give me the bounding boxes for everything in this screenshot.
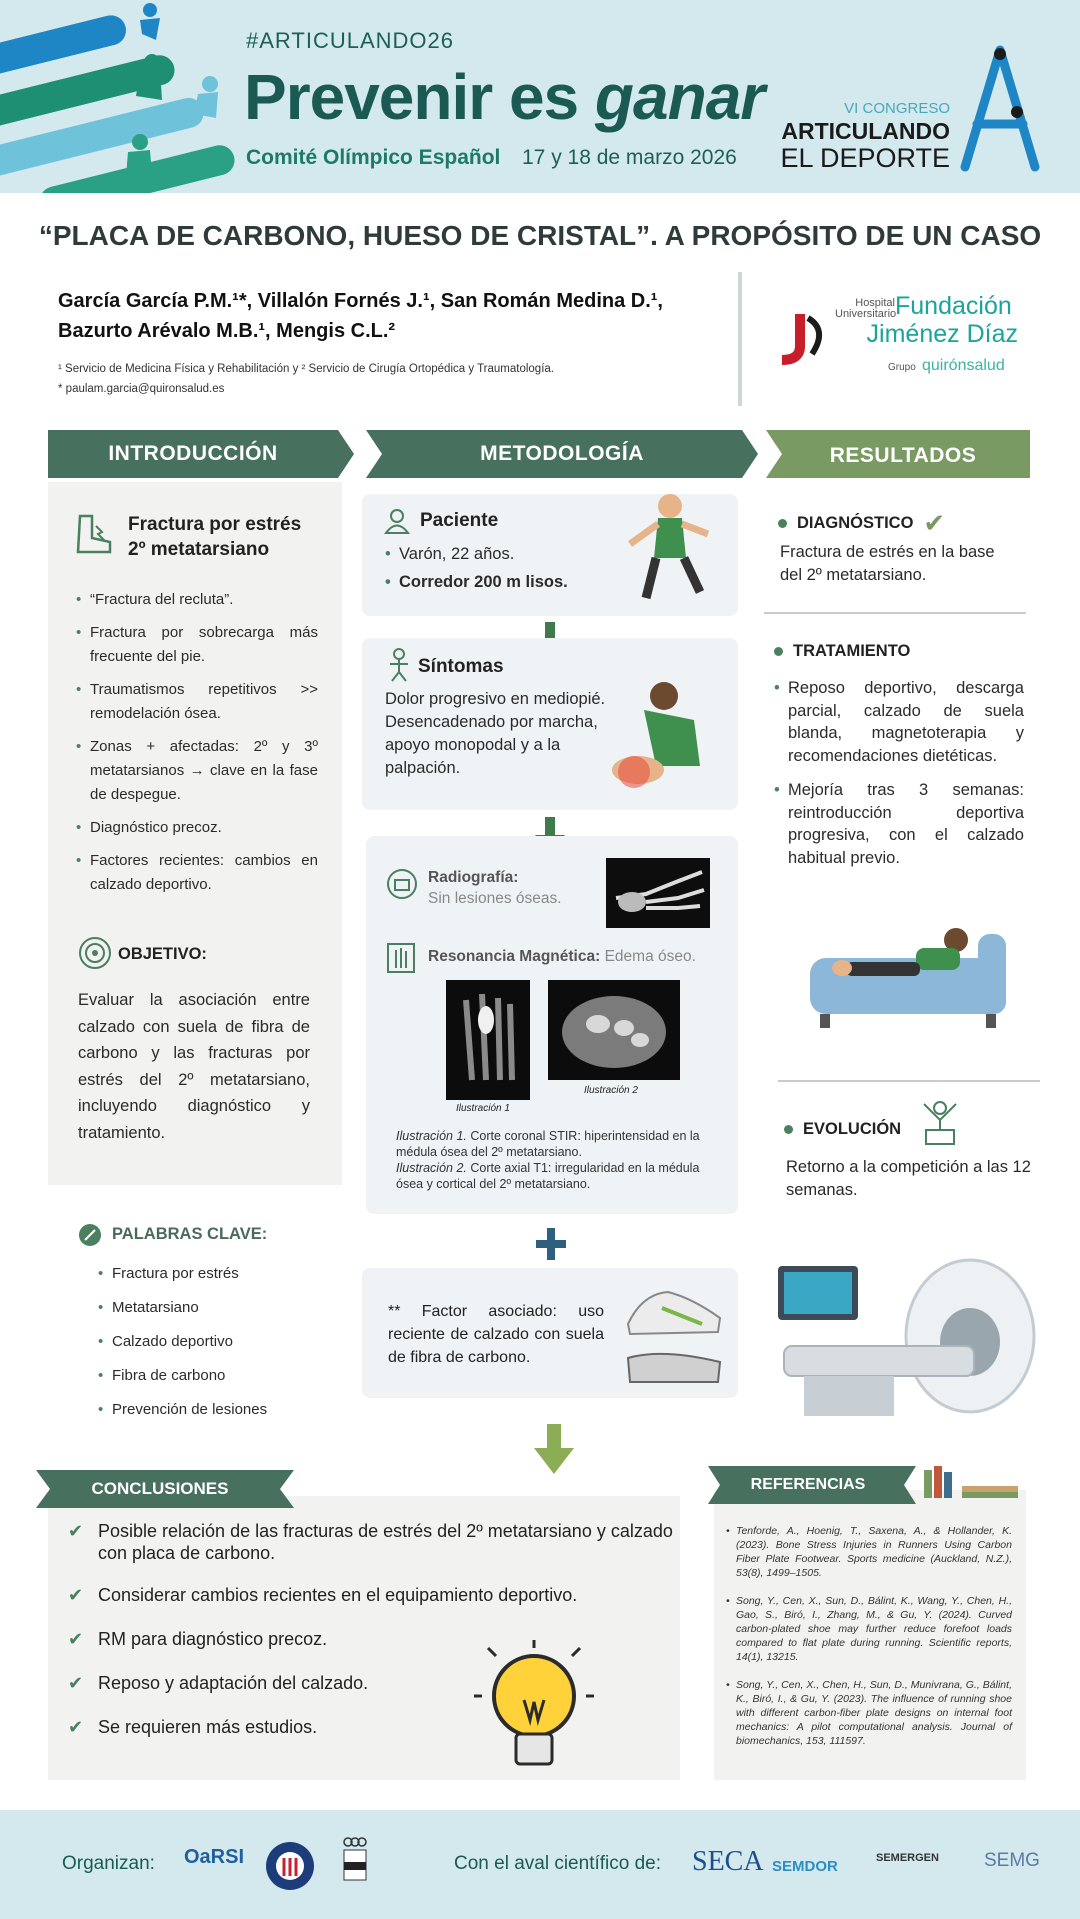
foot-pain-illustration [604, 680, 724, 794]
header-banner [0, 0, 1080, 193]
figure-captions: Ilustración 1. Corte coronal STIR: hiperintensidad en la médula ósea del 2º metatarsiano. Ilustración 2. Corte axial T1: irregularidad en la médula ósea y cortical del 2º metatarsiano. [396, 1129, 700, 1191]
treatment-list [774, 677, 1024, 878]
hospital-name-1: Fundación [895, 292, 1012, 320]
check-icon: ✔ [68, 1629, 84, 1649]
list-item: • Metatarsiano [98, 1296, 338, 1320]
shoes-illustration [622, 1278, 726, 1388]
list-item: ✔ Reposo y adaptación del calzado. [68, 1673, 369, 1693]
podium-icon [920, 1100, 960, 1146]
hospital-name-2: Jiménez Díaz [866, 320, 1018, 348]
divider [764, 612, 1026, 614]
mri-machine-illustration [774, 1246, 1036, 1420]
list-item: • Corredor 200 m lisos. [385, 570, 615, 594]
objective-text: Evaluar la asociación entre calzado con suela de fibra de carbono y las fracturas por estrés del 2º metatarsiano, incluyendo diagnóstico y tratamiento. [78, 991, 310, 1142]
seca-logo: SECA [692, 1846, 764, 1877]
list-item: ✔ Considerar cambios recientes en el equipamiento deportivo. [68, 1585, 578, 1605]
body-icon [384, 648, 414, 682]
results-banner: RESULTADOS [829, 444, 977, 467]
coe-logo [340, 1836, 370, 1896]
organizer-name: Comité Olímpico Español [246, 146, 501, 169]
affiliations: ¹ Servicio de Medicina Física y Rehabilitación y ² Servicio de Cirugía Ortopédica y Traumatología. [58, 363, 554, 375]
method-banner: METODOLOGÍA [480, 442, 644, 465]
evolution-heading: EVOLUCIÓN [784, 1120, 901, 1139]
conclusions-banner: CONCLUSIONES [91, 1479, 229, 1498]
list-item: • Prevención de lesiones [98, 1398, 338, 1422]
check-icon: ✔ [68, 1673, 84, 1693]
intro-banner: INTRODUCCIÓN [108, 442, 278, 465]
check-icon: ✔ [68, 1585, 84, 1605]
keywords-title: PALABRAS CLAVE: [112, 1225, 268, 1243]
list-item: ✔ Posible relación de las fracturas de estrés del 2º metatarsiano y calzado con placa de carbono. [68, 1521, 673, 1563]
list-item: • Diagnóstico precoz. [76, 816, 318, 840]
semg-logo: SEMG [984, 1850, 1040, 1871]
hospital-type: Hospital Universitario [835, 297, 897, 320]
plus-icon [536, 1228, 566, 1260]
congress-subtitle: EL DEPORTE [780, 143, 950, 173]
reference-item: • Song, Y., Cen, X., Sun, D., Bálint, K., Wang, Y., Chen, H., Gao, S., Biró, I., Zhang, M., & Gu, Y. (2024). Curved carbon-plated shoe may further reduce forefoot loads compared to flat plate during running. Scientific reports, 14(1), 13215. [726, 1594, 1012, 1664]
check-icon: ✔ [68, 1717, 84, 1737]
endorsement-label: Con el aval científico de: [454, 1853, 662, 1874]
patient-list [385, 542, 615, 603]
list-item: • Varón, 22 años. [385, 542, 615, 566]
contact-email: * paulam.garcia@quironsalud.es [58, 383, 225, 395]
list-item: • Traumatismos repetitivos >> remodelación ósea. [76, 678, 318, 726]
figure-2-label: Ilustración 2 [584, 1085, 638, 1096]
target-icon [78, 936, 112, 970]
check-icon: ✔ [68, 1521, 84, 1541]
arrow-down-icon [534, 1424, 574, 1474]
reference-item: • Song, Y., Cen, X., Chen, H., Sun, D., Munivrana, G., Bálint, K., Biró, I., & Gu, Y. (2023). The influence of running shoe with different carbon-fiber plate designs on internal foot mechanics: A pilot computational analysis. Journal of biomechanics, 153, 111597. [726, 1678, 1012, 1748]
group-label: Grupo [888, 362, 916, 373]
semergen-logo: SEMERGEN [876, 1852, 939, 1864]
figure-1-label: Ilustración 1 [456, 1103, 510, 1114]
xray-image [606, 858, 710, 928]
list-item: • Zonas + afectadas: 2º y 3º metatarsianos → clave en la fase de despegue. [76, 735, 318, 807]
xray-title: Radiografía: [428, 869, 519, 886]
list-item: • Fractura por sobrecarga más frecuente del pie. [76, 621, 318, 669]
quironsalud-logo: quirónsalud [922, 357, 1005, 374]
patient-title: Paciente [420, 510, 499, 531]
organizers-label: Organizan: [62, 1853, 155, 1874]
books-icon [922, 1464, 1022, 1500]
references-banner: REFERENCIAS [750, 1476, 866, 1493]
author-list: García García P.M.¹*, Villalón Fornés J.¹, San Román Medina D.¹, Bazurto Arévalo M.B.¹, Mengis C.L.² [58, 290, 663, 342]
list-item: • Factores recientes: cambios en calzado deportivo. [76, 849, 318, 897]
athletes-icon [90, 0, 250, 180]
list-item: • Fractura por estrés [98, 1262, 338, 1286]
leaf-icon [78, 1223, 102, 1247]
references-list [726, 1524, 1012, 1762]
lightbulb-icon [474, 1640, 594, 1780]
keywords-list [98, 1262, 338, 1432]
mri-axial-image [548, 980, 680, 1080]
reference-item: • Tenforde, A., Hoenig, T., Saxena, A., & Hollander, K. (2023). Bone Stress Injuries in Runners Using Carbon Fiber Plate Footwear. Sports medicine (Auckland, N.Z.), 53(8), 1499–1505. [726, 1524, 1012, 1580]
congress-slogan: Prevenir es ganar [244, 61, 765, 133]
symptoms-title: Síntomas [418, 656, 504, 677]
person-icon [384, 508, 410, 534]
xray-text: Sin lesiones óseas. [428, 890, 562, 907]
list-item: • “Fractura del recluta”. [76, 588, 318, 612]
oarsi-logo: OaRSI [184, 1846, 245, 1868]
list-item: ✔ Se requieren más estudios. [68, 1717, 318, 1737]
intro-heading: Fractura por estrés 2º metatarsiano [128, 514, 302, 560]
xray-machine-icon [386, 868, 418, 900]
congress-logo-icon [955, 42, 1045, 172]
mri-line: Resonancia Magnética: Edema óseo. [428, 948, 696, 965]
objective-title: OBJETIVO: [118, 945, 207, 963]
divider [738, 272, 742, 406]
check-icon: ✔ [923, 508, 946, 538]
intro-bullets [76, 588, 318, 906]
poster-title: “PLACA DE CARBONO, HUESO DE CRISTAL”. A PROPÓSITO DE UN CASO [38, 220, 1042, 251]
list-item: • Mejoría tras 3 semanas: reintroducción deportiva progresiva, con el calzado habitual previo. [774, 779, 1024, 869]
hospital-logo-icon [768, 308, 830, 366]
list-item: • Fibra de carbono [98, 1364, 338, 1388]
list-item: • Calzado deportivo [98, 1330, 338, 1354]
mri-hand-icon [386, 942, 416, 974]
runner-illustration [610, 488, 720, 628]
diagnosis-text: Fractura de estrés en la base del 2º metatarsiano. [780, 543, 995, 584]
hashtag: #ARTICULANDO26 [246, 28, 454, 53]
list-item: ✔ RM para diagnóstico precoz. [68, 1629, 328, 1649]
congress-dates: 17 y 18 de marzo 2026 [522, 146, 737, 169]
atletico-foundation-logo [264, 1840, 316, 1892]
foot-fracture-icon [70, 512, 116, 558]
congress-name: ARTICULANDO [781, 118, 950, 144]
semdor-logo: SEMDOR [772, 1858, 838, 1875]
congress-edition: VI CONGRESO [844, 100, 950, 117]
factor-text: ** Factor asociado: uso reciente de calzado con suela de fibra de carbono. [388, 1303, 604, 1366]
list-item: • Reposo deportivo, descarga parcial, calzado de suela blanda, magnetoterapia y recomendaciones dietéticas. [774, 677, 1024, 767]
evolution-text: Retorno a la competición a las 12 semanas. [786, 1158, 1031, 1199]
diagnosis-heading: DIAGNÓSTICO ✔ [778, 508, 945, 539]
mri-coronal-image [446, 980, 530, 1100]
resting-patient-illustration [806, 910, 1012, 1038]
treatment-heading: TRATAMIENTO [774, 642, 910, 661]
symptoms-text: Dolor progresivo en mediopié. Desencadenado por marcha, apoyo monopodal y a la palpación. [385, 690, 606, 777]
divider [778, 1080, 1040, 1082]
